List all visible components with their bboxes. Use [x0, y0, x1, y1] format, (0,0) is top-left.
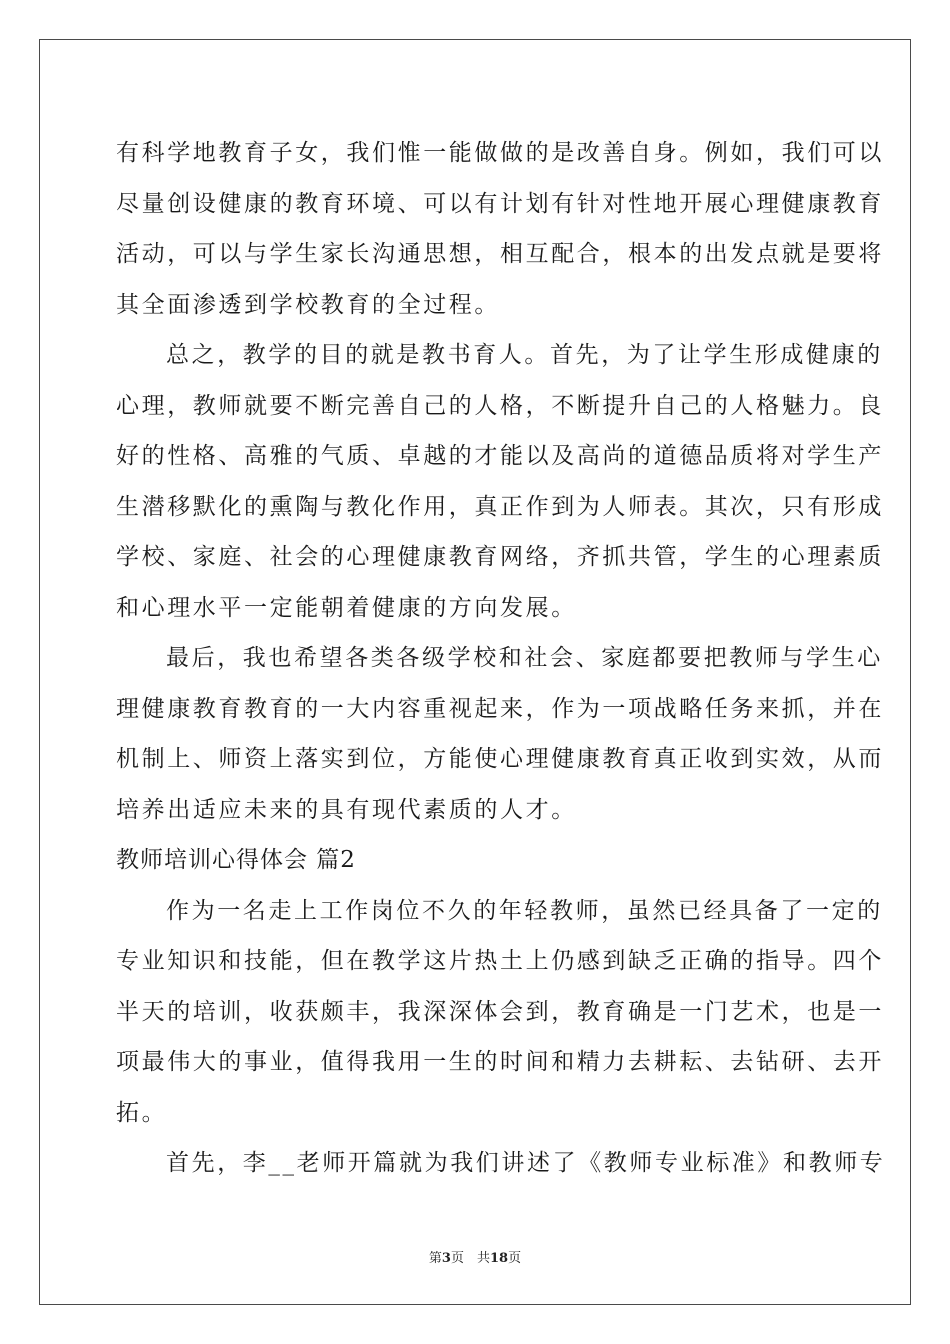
text-line: 和心理水平一定能朝着健康的方向发展。: [116, 594, 577, 621]
text-line: 生潜移默化的熏陶与教化作用，真正作到为人师表。其次，只有形成: [116, 493, 884, 520]
text-line: 机制上、师资上落实到位，方能使心理健康教育真正收到实效，从而: [116, 746, 884, 772]
page-number-prefix: 第: [428, 1251, 442, 1266]
text-line: 心理，教师就要不断完善自己的人格，不断提升自己的人格魅力。良: [116, 392, 884, 419]
paragraph-start-line: 总之，教学的目的就是教书育人。首先，为了让学生形成健康的: [166, 342, 883, 368]
document-body: [116, 128, 886, 1189]
text-line: 活动，可以与学生家长沟通思想，相互配合，根本的出发点就是要将: [116, 241, 884, 267]
page-number-mid: 页 共: [450, 1251, 490, 1266]
current-page-number: 3: [441, 1251, 451, 1266]
page-footer: [0, 1247, 950, 1266]
text-line: 尽量创设健康的教育环境、可以有计划有针对性地开展心理健康教育: [116, 190, 884, 217]
text-line: 培养出适应未来的具有现代素质的人才。: [116, 796, 577, 823]
text-line: 其全面渗透到学校教育的全过程。: [116, 291, 500, 318]
text-line: 有科学地教育子女，我们惟一能做做的是改善自身。例如，我们可以: [116, 140, 884, 166]
paragraph-start-line: 最后，我也希望各类各级学校和社会、家庭都要把教师与学生心: [166, 645, 883, 671]
text-line: 半天的培训，收获颇丰，我深深体会到，教育确是一门艺术，也是一: [116, 998, 884, 1025]
text-line: 理健康教育教育的一大内容重视起来，作为一项战略任务来抓，并在: [116, 695, 884, 722]
paragraph-start-line: 作为一名走上工作岗位不久的年轻教师，虽然已经具备了一定的: [166, 897, 883, 924]
text-line: 拓。: [116, 1099, 168, 1126]
text-line: 项最伟大的事业，值得我用一生的时间和精力去耕耘、去钻研、去开: [116, 1049, 884, 1075]
total-page-count: 18: [489, 1251, 509, 1266]
text-line: 专业知识和技能，但在教学这片热土上仍感到缺乏正确的指导。四个: [116, 948, 884, 974]
page-number-suffix: 页: [508, 1251, 522, 1266]
paragraph-start-line: 首先，李__老师开篇就为我们讲述了《教师专业标准》和教师专: [166, 1150, 886, 1176]
section-heading: 教师培训心得体会 篇2: [116, 847, 356, 873]
text-line: 好的性格、高雅的气质、卓越的才能以及高尚的道德品质将对学生产: [116, 443, 884, 469]
text-line: 学校、家庭、社会的心理健康教育网络，齐抓共管，学生的心理素质: [116, 544, 884, 570]
